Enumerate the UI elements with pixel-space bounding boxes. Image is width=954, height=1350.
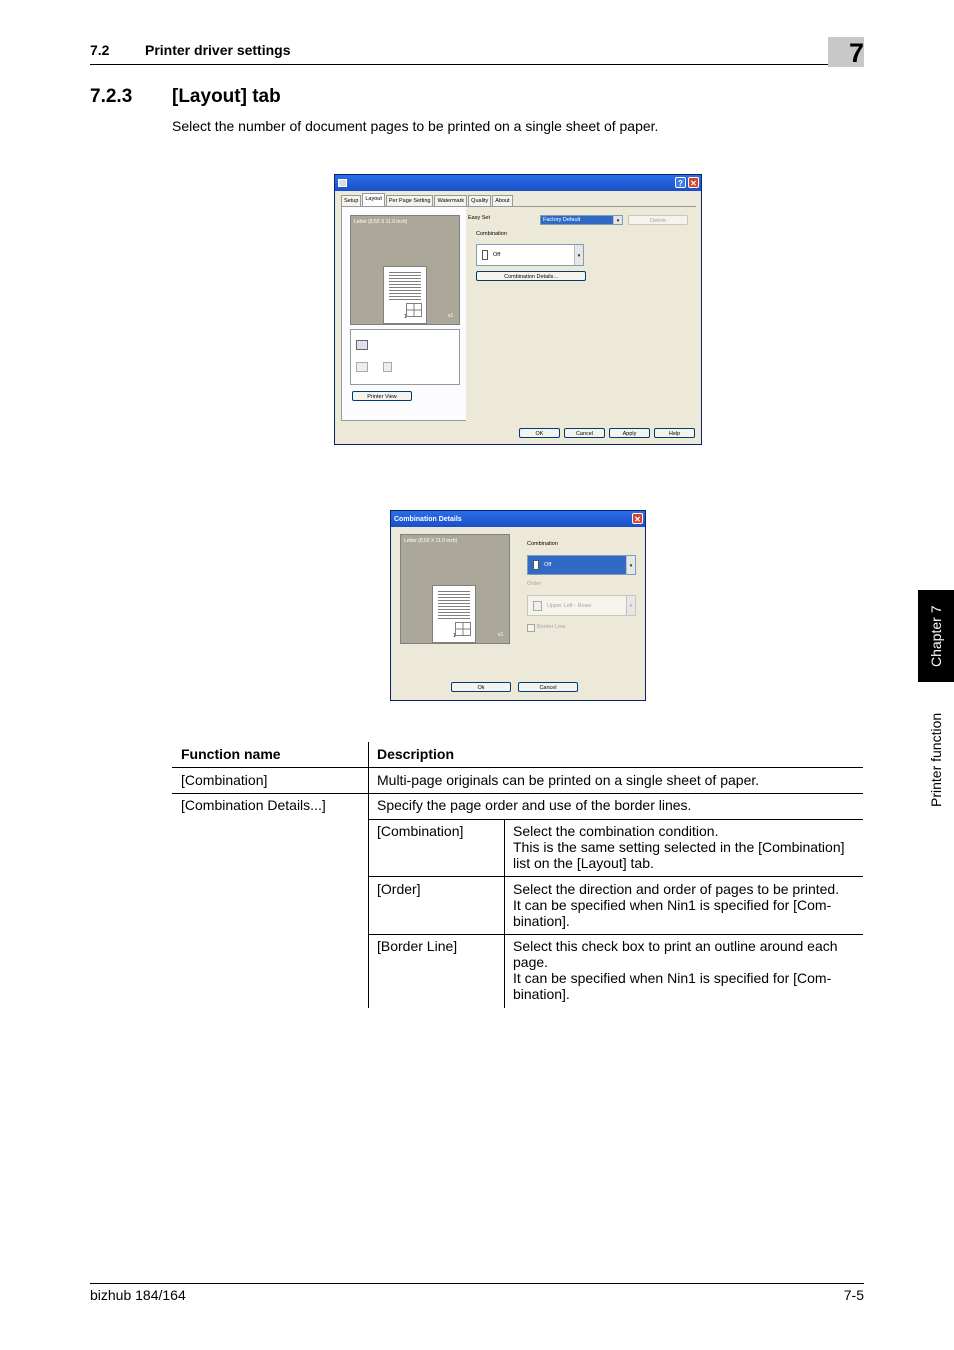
chevron-down-icon: ▾ [626,596,635,615]
text-lines [389,272,421,302]
help-button[interactable]: Help [654,428,695,438]
tab-watermark[interactable]: Watermark [434,195,467,206]
single-page-icon [533,560,539,570]
chapter-side-label: Chapter 7 [928,605,944,667]
preview-page [383,266,427,324]
footer-page-number: 7-5 [843,1287,864,1303]
tab-quality[interactable]: Quality [468,195,491,206]
tab-per-page-setting[interactable]: Per Page Setting [386,195,434,206]
staple-icon [383,362,392,372]
chevron-down-icon: ▾ [613,216,622,224]
ok-button[interactable]: OK [519,428,560,438]
section-side-label: Printer function [928,712,944,808]
table-subcell-desc-line: bination]. [513,913,570,929]
cancel-button[interactable]: Cancel [518,682,578,692]
table-subcell-desc-line: page. [513,954,549,970]
order-label: Order [527,581,542,587]
combination-select[interactable] [476,244,584,266]
ok-button[interactable]: Ok [451,682,511,692]
combination-select[interactable] [527,555,636,575]
table-cell-name: [Combination] [181,772,268,788]
preview-copies: x1 [448,313,454,319]
table-subcell-desc-line: Select this check box to print an outline around each [513,938,838,954]
tab-setup[interactable]: Setup [341,195,361,206]
table-rule [368,934,863,935]
dialog-title: Combination Details [394,515,462,523]
header-section-title: Printer driver settings [145,42,291,58]
table-subcell-desc-line: Select the direction and order of pages to be printed. [513,881,840,897]
preview-copies: x1 [498,632,504,638]
footer-model: bizhub 184/164 [90,1287,186,1303]
easy-set-label: Easy Set [468,215,491,221]
close-title-button[interactable]: ✕ [632,513,643,524]
preview-page-number: 1 [404,314,407,320]
table-divider [368,742,369,1008]
text-lines [438,591,470,621]
chevron-down-icon: ▾ [574,245,583,265]
combination-thumbnail-icon [455,622,471,636]
table-rule [172,767,863,768]
table-header-description: Description [377,746,455,762]
chapter-number: 7 [848,38,864,68]
preview-page [432,585,476,643]
border-line-label: Border Line [537,624,566,630]
single-page-icon [482,250,488,260]
table-divider [504,819,505,1008]
layout-tab-panel [341,206,696,421]
combination-details-button[interactable]: Combination Details... [476,271,586,281]
help-title-button[interactable]: ? [675,177,686,188]
chevron-down-icon: ▾ [626,556,635,574]
combination-value: Off [493,252,501,258]
header-rule [90,64,864,65]
border-line-checkbox[interactable] [527,624,535,632]
table-subcell-name: [Order] [377,881,421,897]
table-subcell-name: [Combination] [377,823,464,839]
paper-preview [400,534,510,644]
printer-icon [338,179,347,187]
combination-label: Combination [476,231,507,237]
duplex-icon [356,362,368,372]
tab-layout[interactable]: Layout [362,193,385,206]
dialog-titlebar [335,175,701,191]
setting-icons-area [350,329,460,385]
table-rule [368,876,863,877]
layout-dialog [334,174,702,445]
combination-thumbnail-icon [406,303,422,317]
paper-preview [350,215,460,325]
section-number: 7.2.3 [90,86,133,107]
apply-button[interactable]: Apply [609,428,650,438]
table-subcell-desc-line: This is the same setting selected in the [Combination] [513,839,845,855]
table-subcell-desc-line: list on the [Layout] tab. [513,855,654,871]
delete-button[interactable]: Delete [628,215,688,225]
page-order-icon [533,601,542,611]
easy-set-select[interactable] [540,215,623,225]
header-section-number: 7.2 [90,42,110,58]
table-cell-name: [Combination Details...] [181,797,326,813]
cancel-button[interactable]: Cancel [564,428,605,438]
table-subcell-desc-line: Select the combination condition. [513,823,719,839]
combination-label: Combination [527,541,558,547]
table-rule [172,793,863,794]
order-value: Upper Left - Rows [547,603,592,609]
order-select[interactable] [527,595,636,616]
settings-area [466,207,696,421]
preview-page-number: 1 [453,633,456,639]
table-subcell-desc-line: It can be specified when Nin1 is specified for [Com- [513,970,832,986]
table-rule [368,819,863,820]
dialog-titlebar [391,511,645,527]
footer-rule [90,1283,864,1284]
layout-icon [356,340,368,350]
combination-details-dialog [390,510,646,701]
close-title-button[interactable]: ✕ [688,177,699,188]
intro-text: Select the number of document pages to be printed on a single sheet of paper. [172,118,659,134]
table-cell-desc: Multi-page originals can be printed on a single sheet of paper. [377,772,760,788]
table-cell-desc: Specify the page order and use of the border lines. [377,797,692,813]
easy-set-value: Factory Default [543,217,581,223]
paper-size-label: Letter (8.50 X 11.0 inch) [354,219,408,225]
section-title: [Layout] tab [172,86,281,107]
table-subcell-desc-line: It can be specified when Nin1 is specified for [Com- [513,897,832,913]
table-header-function-name: Function name [181,746,281,762]
combination-value: Off [544,562,552,568]
tab-strip [341,195,514,206]
table-subcell-name: [Border Line] [377,938,458,954]
table-subcell-desc-line: bination]. [513,986,570,1002]
paper-size-label: Letter (8.50 X 11.0 inch) [404,538,458,544]
printer-view-button[interactable]: Printer View [352,391,412,401]
tab-about[interactable]: About [492,195,512,206]
